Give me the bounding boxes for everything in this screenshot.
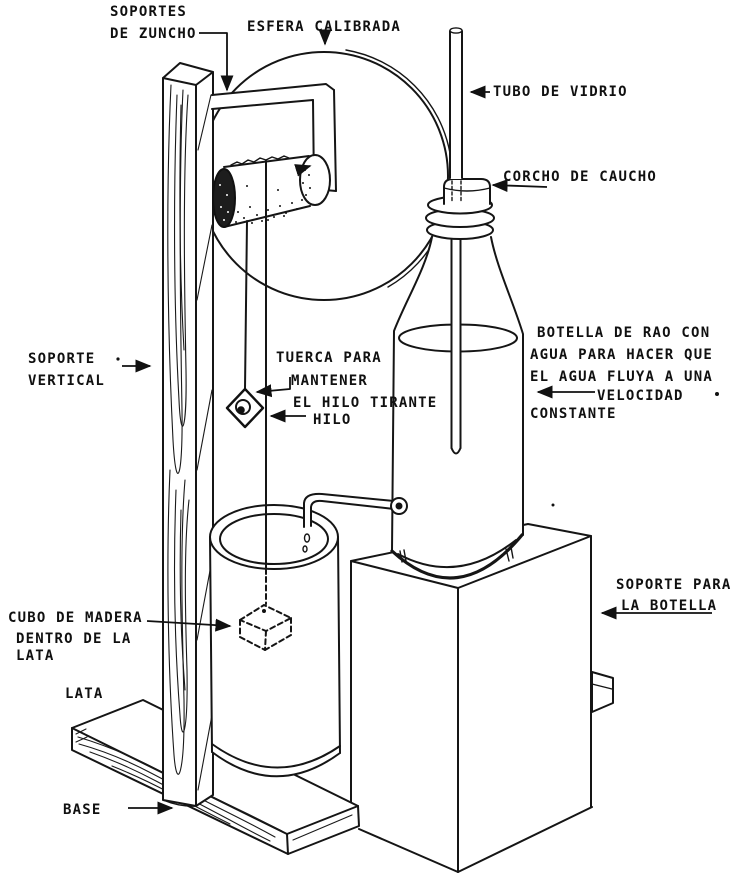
glass-tube-inside (452, 240, 461, 454)
label-line: CUBO DE MADERA (8, 610, 143, 626)
label-line: LATA (16, 648, 55, 664)
label-line: CORCHO DE CAUCHO (503, 169, 658, 185)
arrow-corcho (493, 185, 547, 187)
label-line: TUERCA PARA (276, 350, 382, 366)
bottle-stand (351, 524, 613, 872)
label-line: EL AGUA FLUYA A UNA (530, 369, 713, 385)
label-base (63, 802, 102, 818)
label-soportes-zuncho (110, 4, 197, 42)
label-cubo-madera (8, 610, 143, 664)
bottle (392, 28, 523, 578)
label-line: BOTELLA DE RAO CON (537, 325, 711, 341)
label-line: SOPORTES (110, 4, 188, 20)
label-botella (530, 325, 713, 422)
label-line: SOPORTE PARA (616, 577, 732, 593)
label-tubo-vidrio (493, 84, 628, 100)
label-line: DE ZUNCHO (110, 26, 197, 42)
label-line: DENTRO DE LA (16, 631, 132, 647)
label-line: MANTENER (291, 373, 369, 389)
label-line: LATA (65, 686, 104, 702)
rubber-stopper (444, 179, 490, 204)
label-line: AGUA PARA HACER QUE (530, 347, 713, 363)
label-esfera-calibrada (247, 19, 401, 35)
label-soporte-botella (616, 577, 732, 614)
label-line: ESFERA CALIBRADA (247, 19, 402, 35)
label-line: LA BOTELLA (621, 598, 718, 614)
cork-pulley (213, 155, 330, 227)
label-line: TUBO DE VIDRIO (493, 84, 628, 100)
label-line: CONSTANTE (530, 406, 617, 422)
label-line: HILO (313, 412, 352, 428)
label-line: VELOCIDAD (597, 388, 684, 404)
tin-can (210, 505, 340, 776)
label-line: EL HILO TIRANTE (293, 395, 438, 411)
arrow-tuerca (257, 377, 290, 392)
label-corcho-caucho (503, 169, 657, 185)
label-line: SOPORTE (28, 351, 96, 367)
label-line: VERTICAL (28, 373, 106, 389)
stand-tab (592, 672, 613, 712)
tension-nut (227, 389, 263, 427)
vertical-post (163, 63, 213, 806)
glass-tube (450, 28, 462, 179)
outlet-grommet (391, 498, 407, 514)
label-lata (65, 686, 104, 702)
label-line: BASE (63, 802, 102, 818)
string-left (245, 221, 247, 389)
label-soporte-vertical (28, 351, 105, 389)
